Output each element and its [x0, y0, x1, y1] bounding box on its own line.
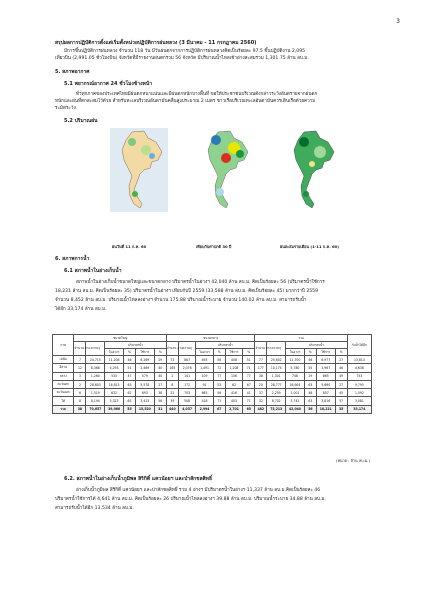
table-cell: 867 — [178, 356, 195, 364]
table-cell: 18,221 — [316, 405, 335, 413]
table-cell: 28,603 — [86, 380, 105, 388]
table-cell: 20 — [255, 380, 267, 388]
table-cell: 38 — [74, 405, 86, 413]
main-dams-para-line-3: สามารถรับน้ำได้อีก 13,534 ล้าน ลบ.ม. — [55, 506, 134, 511]
table-cell: 57 — [335, 397, 347, 405]
table-cell: 38 — [255, 372, 267, 380]
table-cell: 63 — [304, 397, 316, 405]
table-cell: 38 — [154, 389, 166, 397]
table-cell: 2,469 — [135, 364, 154, 372]
summary-title: สรุปผลการปฏิบัติการตั้งแต่เริ่มตั้งหน่วยปฏิบัติการฝนหลวง (3 มีนาคม - 11 กรกฎาคม 2560) — [55, 40, 257, 46]
table-cell: 3,413 — [135, 397, 154, 405]
table-cell: 4,638 — [347, 364, 371, 372]
table-cell: ใต้ — [53, 397, 74, 405]
table-cell: 71 — [213, 397, 225, 405]
table-cell: 6 — [74, 389, 86, 397]
table-row — [53, 364, 372, 372]
table-cell: 45 — [335, 389, 347, 397]
table-cell: 493 — [196, 356, 213, 364]
table-cell: 8,194 — [86, 397, 105, 405]
water-heading: 6. สภาพการน้ำ — [55, 256, 90, 262]
table-cell: 2,259 — [267, 389, 286, 397]
table-cell: 31 — [154, 405, 166, 413]
table-cell: 4,037 — [178, 405, 195, 413]
table-cell: 47 — [123, 372, 135, 380]
table-cell: 49 — [335, 372, 347, 380]
table-cell: 27 — [335, 356, 347, 364]
table-cell: 41 — [243, 389, 255, 397]
monthly-rainfall-map — [282, 128, 340, 212]
main-dams-subheading: 6.2. สภาพน้ำในอ่างเก็บน้ำภูมิพล สิริกิติ์ แควน้อยฯ และป่าสักชลสิทธิ์ — [64, 476, 213, 482]
forecast-para-line-2: หนักและฝนที่ตกสะสมไว้ด้วย สำหรับทะเลบริเวณอันดามันคลื่นสูงประมาณ 2 เมตร ชาวเรือบริเวณทะเลอันดามันควรเดินเรือด้วยความ — [55, 99, 316, 104]
table-cell: 857 — [316, 389, 335, 397]
table-cell: 109 — [196, 372, 213, 380]
table-cell: 39,066 — [105, 405, 124, 413]
table-cell: 10,174 — [267, 364, 286, 372]
table-cell: 665 — [316, 372, 335, 380]
table-cell: รวม — [53, 405, 74, 413]
table-cell: เหนือ — [53, 356, 74, 364]
table-cell: 5,660 — [316, 380, 335, 388]
table-cell: 63 — [304, 380, 316, 388]
table-cell: ตะวันตก — [53, 380, 74, 388]
table-cell: 7 — [74, 356, 86, 364]
table-cell: 141 — [178, 372, 195, 380]
table-cell: 1,208 — [225, 364, 242, 372]
table-cell: 27 — [335, 380, 347, 388]
table-cell: 73 — [166, 356, 178, 364]
table-cell: 8,702 — [267, 397, 286, 405]
page-number: 3 — [396, 18, 400, 25]
table-cell: 29 — [304, 372, 316, 380]
table-cell: 72 — [213, 364, 225, 372]
table-subheader-row: จำนวน อ่าง ความจุ ปริมาตรน้ำ จำนวน อ่าง ความจุ ปริมาตรน้ำ จำนวน อ่าง ความจุ ปริมาตรน้ำ — [53, 342, 372, 349]
table-cell: กลาง — [53, 372, 74, 380]
table-cell: 13,813 — [347, 356, 371, 364]
table-body — [53, 356, 372, 414]
table-cell: 106 — [225, 372, 242, 380]
table-cell: 508 — [178, 397, 195, 405]
reservoir-para-line-3: จำนวน 8,452 ล้าน ลบ.ม. ปริมาณน้ำไหลลงอ่างฯ จำนวน 175.88 ปริมาณน้ำระบาย จำนวน 140.02 ล้าน ลบ.ม. สามารถรับน้ำ — [55, 298, 307, 303]
table-cell: 2,701 — [225, 405, 242, 413]
table-cell: 67 — [243, 380, 255, 388]
table-cell: 46 — [335, 364, 347, 372]
table-cell: 32 — [255, 397, 267, 405]
rainfall-subheading: 5.2 ปริมาณฝน — [64, 118, 98, 124]
map-caption-3: ฝนสะสมรายเดือน (1-11 ก.ค. 60) — [280, 244, 339, 249]
table-cell: 91 — [196, 380, 213, 388]
table-cell: 77 — [213, 372, 225, 380]
table-cell: 8 — [74, 397, 86, 405]
table-row — [53, 389, 372, 397]
table-cell: 40 — [154, 372, 166, 380]
table-cell: 77 — [243, 372, 255, 380]
table-cell: 67 — [213, 405, 225, 413]
table-cell: 24,715 — [86, 356, 105, 364]
table-cell: 16,904 — [286, 380, 305, 388]
table-cell: 1,260 — [86, 372, 105, 380]
table-cell: 63 — [123, 380, 135, 388]
table-cell: 703 — [178, 389, 195, 397]
table-cell: 3 — [74, 372, 86, 380]
table-cell: 37 — [255, 389, 267, 397]
table-cell: 46 — [123, 356, 135, 364]
table-cell: 71 — [243, 397, 255, 405]
table-cell: 1,092 — [347, 389, 371, 397]
table-cell: 51 — [123, 364, 135, 372]
table-total-row — [53, 405, 372, 413]
table-cell: 416 — [225, 389, 242, 397]
table-cell: 70,657 — [86, 405, 105, 413]
table-cell: ตะวันออก — [53, 389, 74, 397]
table-cell: 39 — [166, 397, 178, 405]
table-cell: 65 — [243, 405, 255, 413]
table-cell: 632 — [105, 389, 124, 397]
table-cell: 56 — [213, 389, 225, 397]
table-cell: 5,578 — [135, 380, 154, 388]
table-cell: 40 — [154, 364, 166, 372]
table-cell: 1,301 — [267, 372, 286, 380]
table-cell: 51 — [243, 356, 255, 364]
table-cell: 12 — [74, 364, 86, 372]
rainfall-maps — [110, 128, 340, 243]
table-cell: 8,368 — [86, 364, 105, 372]
table-cell: 172 — [178, 380, 195, 388]
table-cell: 1,519 — [86, 389, 105, 397]
map-caption-1: ฝนวันที่ 11 ก.ค. 60 — [112, 244, 147, 249]
table-cell: 27 — [154, 380, 166, 388]
table-row — [53, 372, 372, 380]
table-cell: 748 — [286, 372, 305, 380]
table-cell: 53 — [213, 380, 225, 388]
table-cell: 2,994 — [196, 405, 213, 413]
reservoir-para-line-1: สภาพน้ำในอ่างเก็บน้ำขนาดใหญ่และขนาดกลาง ปริมาตรน้ำในอ่างฯ 42,040 ล้าน ลบ.ม. คิดเป็นร้อยละ 56 (ปริมาตรน้ำใช้การ — [76, 280, 325, 285]
table-cell: 62 — [225, 380, 242, 388]
table-row — [53, 380, 372, 388]
table-cell: 56 — [213, 356, 225, 364]
table-cell: 35 — [335, 405, 347, 413]
table-cell: 418 — [196, 397, 213, 405]
table-header-row: ภาค ขนาดใหญ่ ขนาดกลาง รวม รับน้ำได้อีก — [53, 335, 372, 342]
table-cell: 1,001 — [286, 389, 305, 397]
table-cell: 3,967 — [316, 364, 335, 372]
table-cell: 55 — [304, 364, 316, 372]
table-cell: 440 — [166, 405, 178, 413]
table-cell: 2 — [166, 372, 178, 380]
table-cell: 579 — [135, 372, 154, 380]
table-cell: 63 — [123, 397, 135, 405]
table-cell: 2 — [74, 380, 86, 388]
forecast-subheading: 5.1 พยากรณ์อากาศ 24 ชั่วโมงข้างหน้า — [64, 81, 153, 87]
table-cell: 55 — [123, 405, 135, 413]
weather-heading: 5. สภาพอากาศ — [55, 69, 90, 75]
table-cell: 6,977 — [316, 356, 335, 364]
table-cell: 1,491 — [196, 364, 213, 372]
table-cell: 33,174 — [347, 405, 371, 413]
map-caption-2: เทียบกับค่าปกติ 30 ปี — [196, 244, 232, 249]
table-cell: 9,795 — [347, 380, 371, 388]
table-cell: 62 — [123, 389, 135, 397]
table-cell: 16,813 — [105, 380, 124, 388]
table-cell: 11,208 — [105, 356, 124, 364]
table-cell: 753 — [347, 372, 371, 380]
table-cell: 3,816 — [316, 397, 335, 405]
table-cell: 408 — [225, 356, 242, 364]
summary-line-1: มีการขึ้นปฏิบัติการฝนหลวง จำนวน 118 วัน มีวันฝนตกจากการปฏิบัติการฝนหลวงคิดเป็นร้อยละ 97.5 ขึ้นปฏิบัติงาน 2,095 — [64, 49, 306, 54]
table-cell: 5,323 — [105, 397, 124, 405]
table-cell: 693 — [135, 389, 154, 397]
table-cell: 56 — [154, 397, 166, 405]
table-cell: 56 — [304, 405, 316, 413]
summary-line-2: เที่ยวบิน (2,991.05 ชั่วโมงบิน) จังหวัดที่มีรายงานฝนตกรวม 56 จังหวัด มีปริมาณน้ำไหลเข้าอ่างสะสมรวม 1,301.75 ล้าน ลบ.ม. — [55, 56, 309, 61]
table-cell: 11,700 — [286, 356, 305, 364]
table-cell: 6,269 — [135, 356, 154, 364]
table-cell: 42,040 — [286, 405, 305, 413]
table-cell: 3,081 — [347, 397, 371, 405]
reservoir-subheading: 6.1 สภาพน้ำในอ่างเก็บน้ำ — [64, 268, 122, 274]
table-cell: 46 — [304, 356, 316, 364]
table-row — [53, 356, 372, 364]
forecast-para-line-3: ระมัดระวัง — [55, 106, 76, 111]
table-cell: 5,780 — [286, 364, 305, 372]
table-cell: อีสาน — [53, 364, 74, 372]
daily-rainfall-map — [110, 128, 168, 212]
table-cell: 165 — [166, 364, 178, 372]
table-cell: 31 — [166, 389, 178, 397]
table-cell: 75,213 — [267, 405, 286, 413]
main-dams-para-line-2: ปริมาตรน้ำใช้การได้ 4,641 ล้าน ลบ.ม. คิดเป็นร้อยละ 26 ปริมาณน้ำไหลลงอ่างฯ 39.88 ล้าน ลบ.ม. ปริมาณน้ำระบาย 34.88 ล้าน ลบ.ม. — [55, 497, 326, 502]
table-cell: 8 — [166, 380, 178, 388]
table-cell: 15,520 — [135, 405, 154, 413]
table-row — [53, 397, 372, 405]
table-cell: 482 — [255, 405, 267, 413]
table-cell: 77 — [255, 356, 267, 364]
rainfall-anomaly-map — [196, 128, 254, 212]
table-unit-note: (หน่วย : ล้าน ลบ.ม.) — [335, 458, 370, 463]
table-cell: 71 — [243, 364, 255, 372]
table-cell: 177 — [255, 364, 267, 372]
table-cell: 2,076 — [178, 364, 195, 372]
table-cell: 403 — [225, 397, 242, 405]
reservoir-table — [52, 334, 372, 414]
table-cell: 4,293 — [105, 364, 124, 372]
table-subheader-row-2: ในอ่างฯ % ใช้การ % ในอ่างฯ % ใช้การ % ในอ่างฯ % ใช้การ % — [53, 349, 372, 356]
table-cell: 5,741 — [286, 397, 305, 405]
forecast-para-line-1: ทั่วทุกภาคของประเทศไทยมีฝนตกหนาแน่นและมีฝนตกหนักบางพื้นที่ ขอให้ประชาชนบริเวณดังกล่าวระวังอันตรายจากฝนตก — [76, 92, 318, 97]
table-cell: 533 — [105, 372, 124, 380]
table-cell: 28,777 — [267, 380, 286, 388]
reservoir-para-line-2: 18,221 ล้าน ลบ.ม. คิดเป็นร้อยละ 35) ปริมาตรน้ำในอ่างฯ เทียบกับปี 2559 (33,588 ล้าน ลบ.ม. คิดเป็นร้อยละ 45) มากกว่าปี 2559 — [55, 289, 319, 294]
table-cell: 48 — [304, 389, 316, 397]
main-dams-para-line-1: อ่างเก็บน้ำภูมิพล สิริกิติ์ แควน้อยฯ และป่าสักชลสิทธิ์ รวม 4 อ่างฯ มีปริมาตรน้ำในอ่างฯ 11,337 ล้าน ลบ.ม.คิดเป็นร้อยละ 46 — [76, 488, 321, 493]
reservoir-para-line-4: ได้อีก 33,174 ล้าน ลบ.ม. — [55, 307, 107, 312]
table-cell: 25,602 — [267, 356, 286, 364]
table-cell: 29 — [154, 356, 166, 364]
table-cell: 663 — [196, 389, 213, 397]
